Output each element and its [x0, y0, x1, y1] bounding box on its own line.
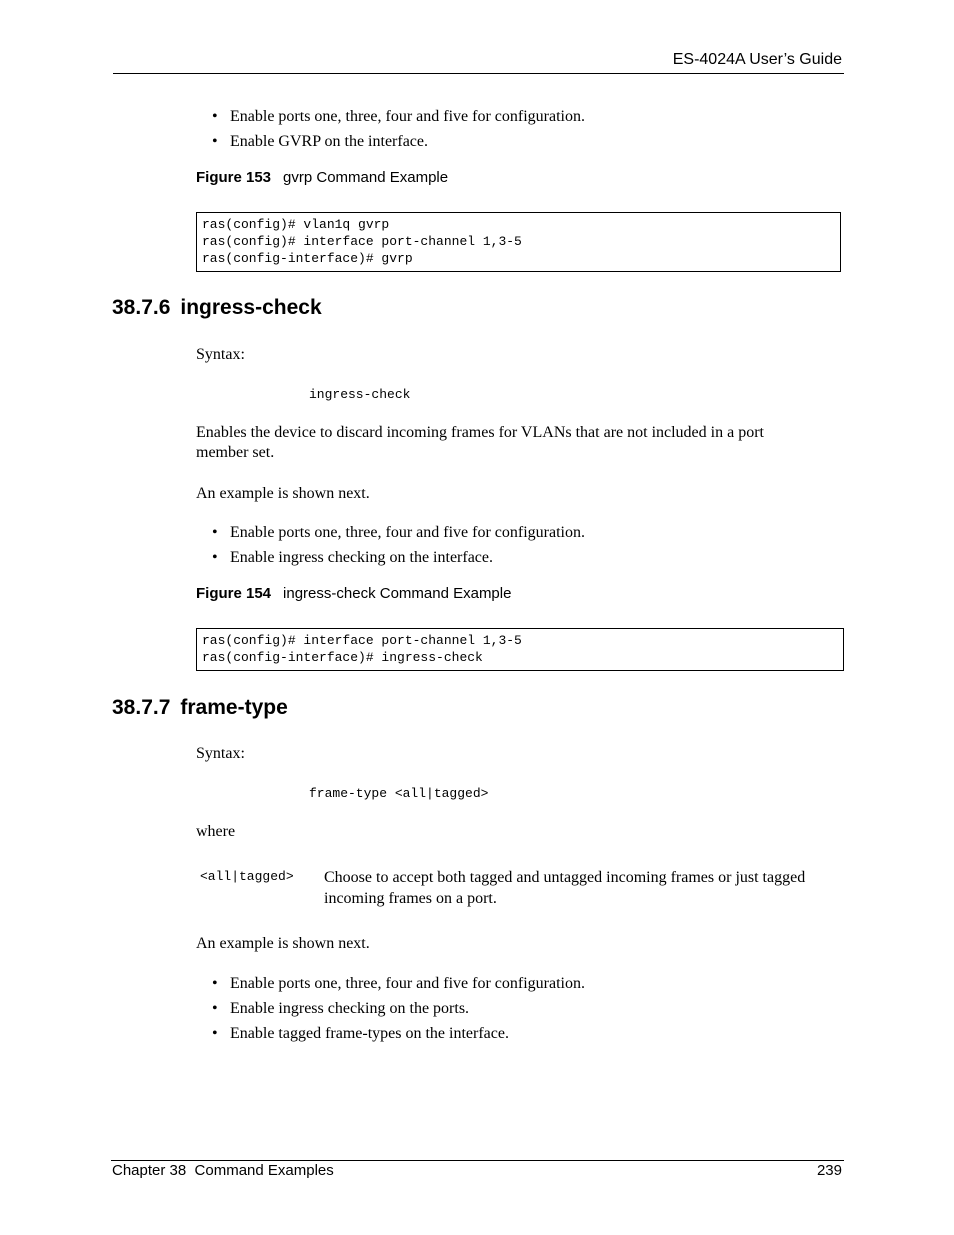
ingress-check-steps-list	[196, 524, 585, 574]
section-number: 38.7.7	[112, 696, 171, 719]
code-line: ras(config-interface)# gvrp	[202, 251, 413, 266]
section-title: frame-type	[180, 696, 288, 719]
where-label: where	[196, 823, 236, 840]
code-line: ras(config)# interface port-channel 1,3-5	[202, 234, 522, 249]
figure-title: gvrp Command Example	[283, 169, 449, 186]
syntax-code: frame-type <all|tagged>	[309, 786, 489, 801]
section-heading-frame-type	[112, 696, 288, 720]
figure-number: Figure 154	[196, 585, 272, 602]
list-item: • Enable ports one, three, four and five for configuration.	[196, 108, 585, 133]
list-item: • Enable ingress checking on the interface.	[196, 549, 585, 574]
syntax-label: Syntax:	[196, 745, 245, 762]
parameter-term: <all|tagged>	[200, 869, 294, 884]
list-item: • Enable ports one, three, four and five for configuration.	[196, 975, 585, 1000]
gvrp-steps-list	[196, 108, 585, 158]
code-line: ras(config-interface)# ingress-check	[202, 650, 483, 665]
example-intro: An example is shown next.	[196, 485, 370, 502]
code-line: ras(config)# interface port-channel 1,3-5	[202, 633, 522, 648]
list-item: • Enable ingress checking on the ports.	[196, 1000, 585, 1025]
syntax-label: Syntax:	[196, 346, 245, 363]
list-item: • Enable GVRP on the interface.	[196, 133, 585, 158]
parameter-description: Choose to accept both tagged and untagged incoming frames or just tagged incoming frames on a port.	[324, 869, 806, 907]
ingress-check-code-example	[196, 628, 844, 671]
figure-154-caption	[196, 585, 511, 602]
list-item: • Enable tagged frame-types on the interface.	[196, 1025, 585, 1050]
syntax-code: ingress-check	[309, 387, 411, 402]
code-line: ras(config)# vlan1q gvrp	[202, 217, 390, 232]
example-intro: An example is shown next.	[196, 935, 370, 952]
footer-page-number: 239	[816, 1162, 842, 1179]
footer-chapter: Chapter 38 Command Examples	[112, 1162, 334, 1179]
description-paragraph: Enables the device to discard incoming frames for VLANs that are not included in a port member set.	[196, 424, 764, 461]
gvrp-code-example	[196, 212, 841, 272]
frame-type-steps-list	[196, 975, 585, 1050]
section-title: ingress-check	[180, 296, 322, 319]
figure-number: Figure 153	[196, 169, 272, 186]
figure-title: ingress-check Command Example	[283, 585, 512, 602]
header-rule	[113, 73, 844, 74]
running-header: ES-4024A User’s Guide	[672, 51, 842, 68]
section-heading-ingress-check	[112, 296, 322, 320]
list-item: • Enable ports one, three, four and five for configuration.	[196, 524, 585, 549]
section-number: 38.7.6	[112, 296, 171, 319]
footer-rule	[111, 1160, 844, 1161]
figure-153-caption	[196, 169, 448, 186]
